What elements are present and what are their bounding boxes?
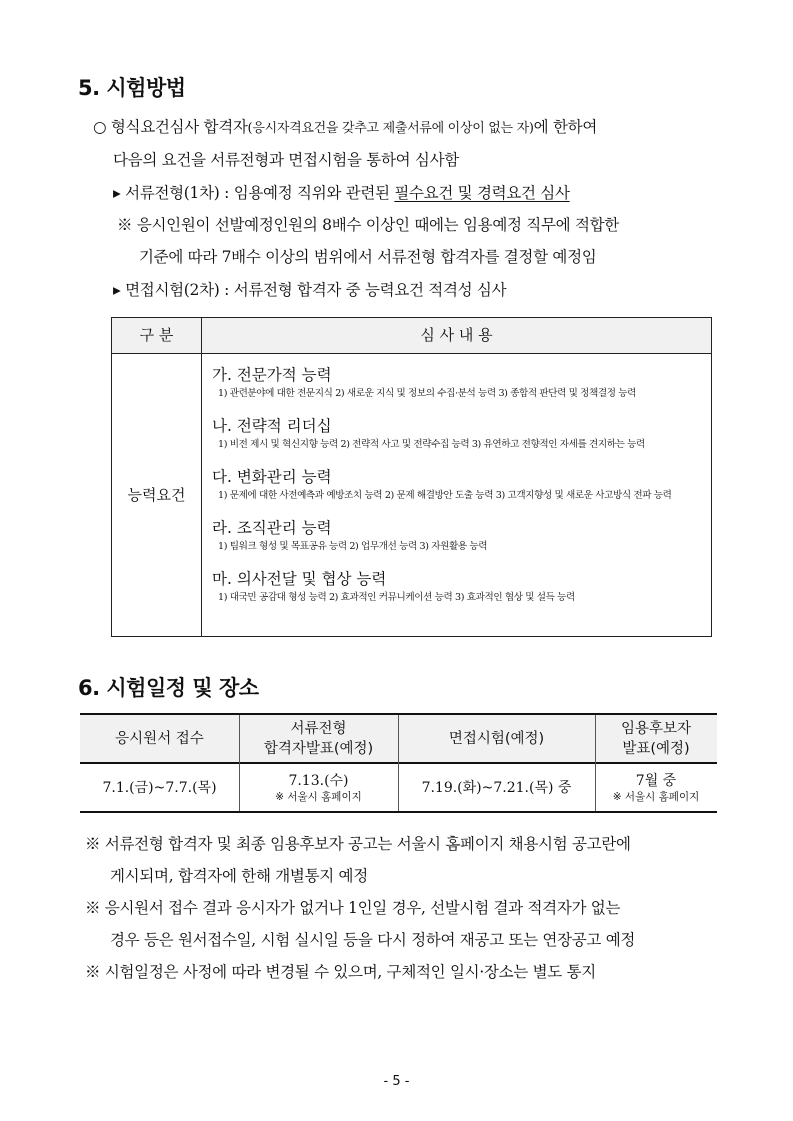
method-bullet-text-a: ○ 형식요건심사 합격자 <box>93 118 248 136</box>
schedule-header-interview <box>398 715 595 762</box>
schedule-header-line: 합격자발표(예정) <box>263 740 374 757</box>
row-label-ability: 능력요건 <box>127 486 186 504</box>
schedule-value-note: ※ 서울시 홈페이지 <box>612 791 700 803</box>
document-screening-line <box>113 181 570 203</box>
schedule-header-final <box>595 715 717 762</box>
schedule-value-final <box>595 764 717 813</box>
document-screening-underlined: 필수요건 및 경력요건 심사 <box>394 184 570 202</box>
schedule-value-application <box>80 764 239 813</box>
competency-items: 1) 대국민 공감대 형성 능력 2) 효과적인 커뮤니케이션 능력 3) 효과적인 협상 및 설득 능력 <box>218 592 575 603</box>
schedule-value-main: 7.13.(수) <box>288 773 349 789</box>
schedule-table <box>80 713 717 813</box>
competency-title: 라. 조직관리 능력 <box>212 519 332 537</box>
competency-title: 다. 변화관리 능력 <box>212 468 332 486</box>
interview-line: ▸ 면접시험(2차) : 서류전형 합격자 중 능력요건 적격성 심사 <box>113 281 507 299</box>
competency-table <box>111 317 712 637</box>
competency-list <box>212 364 707 619</box>
schedule-note: ※ 시험일정은 사정에 따라 변경될 수 있으며, 구체적인 일시·장소는 별도 통지 <box>85 963 596 981</box>
competency-items: 1) 관련분야에 대한 전문지식 2) 새로운 지식 및 정보의 수집·분석 능력 3) 종합적 판단력 및 정책결정 능력 <box>218 388 637 399</box>
schedule-value-note: ※ 서울시 홈페이지 <box>275 791 362 803</box>
competency-table-divider <box>201 318 202 636</box>
method-bullet-text-c: 에 한하여 <box>533 118 597 136</box>
header-content: 심 사 내 용 <box>420 326 493 344</box>
competency-title: 가. 전문가적 능력 <box>212 366 332 384</box>
competency-items: 1) 비전 제시 및 혁신지향 능력 2) 전략적 사고 및 전략수집 능력 3) 유연하고 전향적인 자세를 견지하는 능력 <box>218 439 645 450</box>
competency-items: 1) 팀워크 형성 및 목표공유 능력 2) 업무개선 능력 3) 자원활용 능력 <box>218 541 488 552</box>
schedule-value-main: 7월 중 <box>635 773 677 789</box>
method-bullet-parenthetical: (응시자격요건을 갖추고 제출서류에 이상이 없는 자) <box>247 121 534 136</box>
competency-title: 나. 전략적 리더십 <box>212 417 332 435</box>
schedule-value-main: 7.19.(화)~7.21.(목) 중 <box>421 780 572 796</box>
section-5-title: 5. 시험방법 <box>78 76 186 100</box>
schedule-header-line: 응시원서 접수 <box>115 730 204 747</box>
document-screening-text: ▸ 서류전형(1차) : 임용예정 직위와 관련된 <box>113 184 395 202</box>
method-bullet-line-1 <box>93 115 597 137</box>
schedule-note: 경우 등은 원서접수일, 시험 실시일 등을 다시 정하여 재공고 또는 연장공고 예정 <box>110 931 636 949</box>
competency-items: 1) 문제에 대한 사전예측과 예방조치 능력 2) 문제 해결방안 도출 능력 3) 고객지향성 및 새로운 사고방식 전파 능력 <box>218 490 672 501</box>
schedule-value-document-result <box>239 764 398 813</box>
schedule-header-line: 발표(예정) <box>622 740 690 757</box>
schedule-note: ※ 응시원서 접수 결과 응시자가 없거나 1인일 경우, 선발시험 결과 적격자가 없는 <box>85 899 621 917</box>
schedule-header-line: 서류전형 <box>290 720 347 737</box>
schedule-header-application <box>80 715 239 762</box>
schedule-value-interview <box>398 764 595 813</box>
method-bullet-line-2: 다음의 요건을 서류전형과 면접시험을 통하여 심사함 <box>113 151 459 169</box>
schedule-note: ※ 서류전형 합격자 및 최종 임용후보자 공고는 서울시 홈페이지 채용시험 공고란에 <box>85 835 631 853</box>
schedule-header-line: 임용후보자 <box>620 720 692 737</box>
selection-note-line-1: ※ 응시인원이 선발예정인원의 8배수 이상인 때에는 임용예정 직무에 적합한 <box>117 216 619 234</box>
schedule-note: 게시되며, 합격자에 한해 개별통지 예정 <box>110 867 368 885</box>
schedule-header-line: 면접시험(예정) <box>448 730 545 747</box>
header-category: 구 분 <box>139 326 174 344</box>
schedule-header-document-result <box>239 715 398 762</box>
competency-title: 마. 의사전달 및 협상 능력 <box>212 570 387 588</box>
selection-note-line-2: 기준에 따라 7배수 이상의 범위에서 서류전형 합격자를 결정할 예정임 <box>139 248 597 266</box>
section-6-title: 6. 시험일정 및 장소 <box>78 676 259 700</box>
schedule-value-main: 7.1.(금)~7.7.(목) <box>102 780 217 796</box>
page-number: - 5 - <box>383 1074 410 1089</box>
